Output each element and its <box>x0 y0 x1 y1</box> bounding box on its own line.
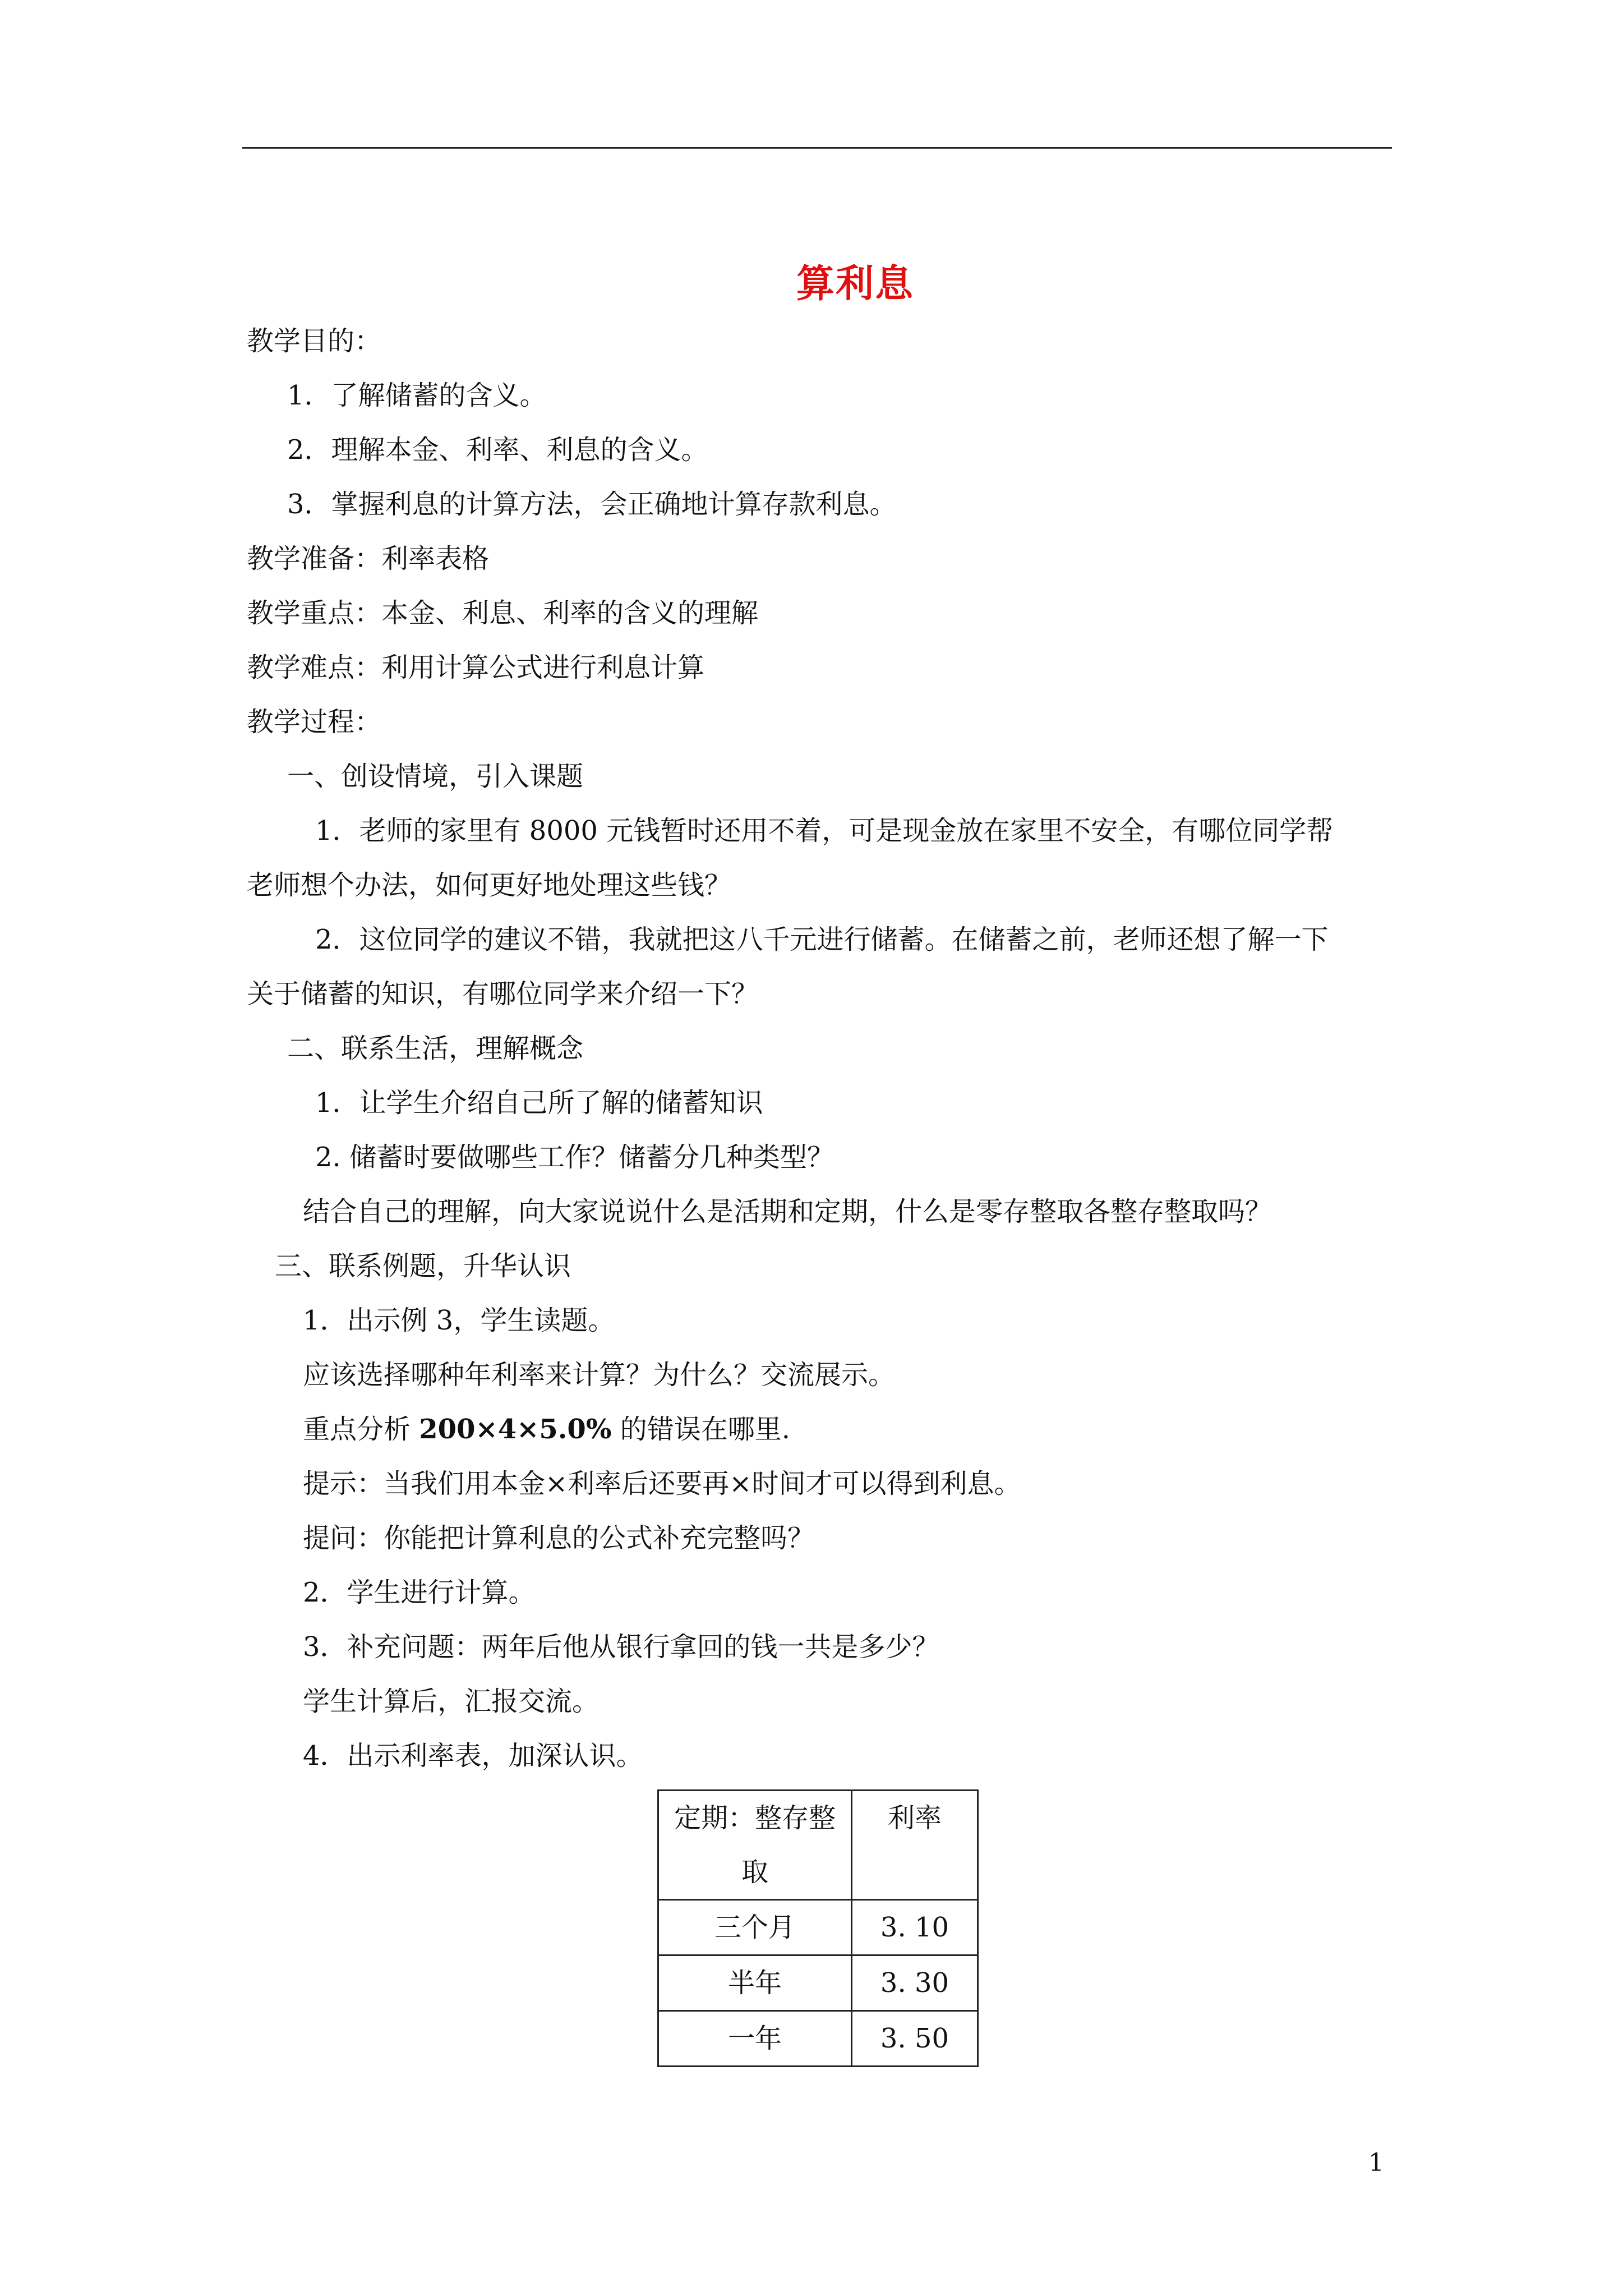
text-line: 提示：当我们用本金×利率后还要再×时间才可以得到利息。 <box>303 1468 1021 1499</box>
text-line: 1．让学生介绍自己所了解的储蓄知识 <box>315 1087 763 1119</box>
text-line: 教学难点：利用计算公式进行利息计算 <box>247 652 705 683</box>
table-row <box>658 1955 978 2011</box>
text-line: 关于储蓄的知识，有哪位同学来介绍一下？ <box>247 978 759 1010</box>
term-cell: 半年 <box>658 1955 852 2011</box>
rate-cell: 3. 10 <box>852 1900 978 1955</box>
header-term <box>658 1791 852 1900</box>
header-rate: 利率 <box>852 1791 978 1900</box>
text-line: 教学重点：本金、利息、利率的含义的理解 <box>247 597 759 629</box>
text-line: 1．出示例 3，学生读题。 <box>303 1305 615 1336</box>
text-line: 2．理解本金、利率、利息的含义。 <box>287 434 708 466</box>
header-rule <box>242 147 1392 149</box>
rate-table <box>657 1789 979 2067</box>
text-line: 应该选择哪种年利率来计算？为什么？交流展示。 <box>303 1359 896 1391</box>
text-line: 结合自己的理解，向大家说说什么是活期和定期，什么是零存整取各整存整取吗？ <box>303 1196 1272 1227</box>
text-line: 1．了解储蓄的含义。 <box>287 380 547 411</box>
text-line: 教学准备：利率表格 <box>247 543 490 574</box>
table-row <box>658 2011 978 2067</box>
text-line: 教学过程： <box>247 706 382 738</box>
text-line: 2. 储蓄时要做哪些工作？储蓄分几种类型？ <box>315 1142 834 1173</box>
text-line: 2．这位同学的建议不错，我就把这八千元进行储蓄。在储蓄之前，老师还想了解一下 <box>315 924 1329 955</box>
text-line: 教学目的： <box>247 325 382 357</box>
text-line: 学生计算后，汇报交流。 <box>303 1686 600 1717</box>
text-line: 老师想个办法，如何更好地处理这些钱？ <box>247 869 732 901</box>
text-line: 4．出示利率表，加深认识。 <box>303 1740 643 1772</box>
analysis-line <box>303 1412 790 1446</box>
section-heading: 二、联系生活，理解概念 <box>287 1033 584 1064</box>
term-cell: 三个月 <box>658 1900 852 1955</box>
analysis-suffix: 的错误在哪里. <box>620 1414 790 1445</box>
section-heading: 三、联系例题，升华认识 <box>275 1250 571 1282</box>
text-line: 3．掌握利息的计算方法，会正确地计算存款利息。 <box>287 489 897 520</box>
text-line: 2．学生进行计算。 <box>303 1577 536 1608</box>
table-header-row <box>658 1791 978 1900</box>
rate-cell: 3. 50 <box>852 2011 978 2067</box>
math-expression: 200×4×5.0% <box>419 1414 612 1445</box>
section-heading: 一、创设情境，引入课题 <box>287 761 584 792</box>
term-cell: 一年 <box>658 2011 852 2067</box>
text-line: 3．补充问题：两年后他从银行拿回的钱一共是多少？ <box>303 1631 939 1663</box>
header-term-line2: 取 <box>741 1856 768 1888</box>
header-term-line1: 定期：整存整 <box>674 1802 836 1834</box>
analysis-prefix: 重点分析 <box>303 1414 411 1445</box>
rate-cell: 3. 30 <box>852 1955 978 2011</box>
page-number: 1 <box>1368 2148 1384 2177</box>
text-line: 提问：你能把计算利息的公式补充完整吗？ <box>303 1522 815 1554</box>
text-line: 1．老师的家里有 8000 元钱暂时还用不着，可是现金放在家里不安全，有哪位同学帮 <box>315 815 1334 846</box>
table-row <box>658 1900 978 1955</box>
document-title: 算利息 <box>796 261 914 306</box>
